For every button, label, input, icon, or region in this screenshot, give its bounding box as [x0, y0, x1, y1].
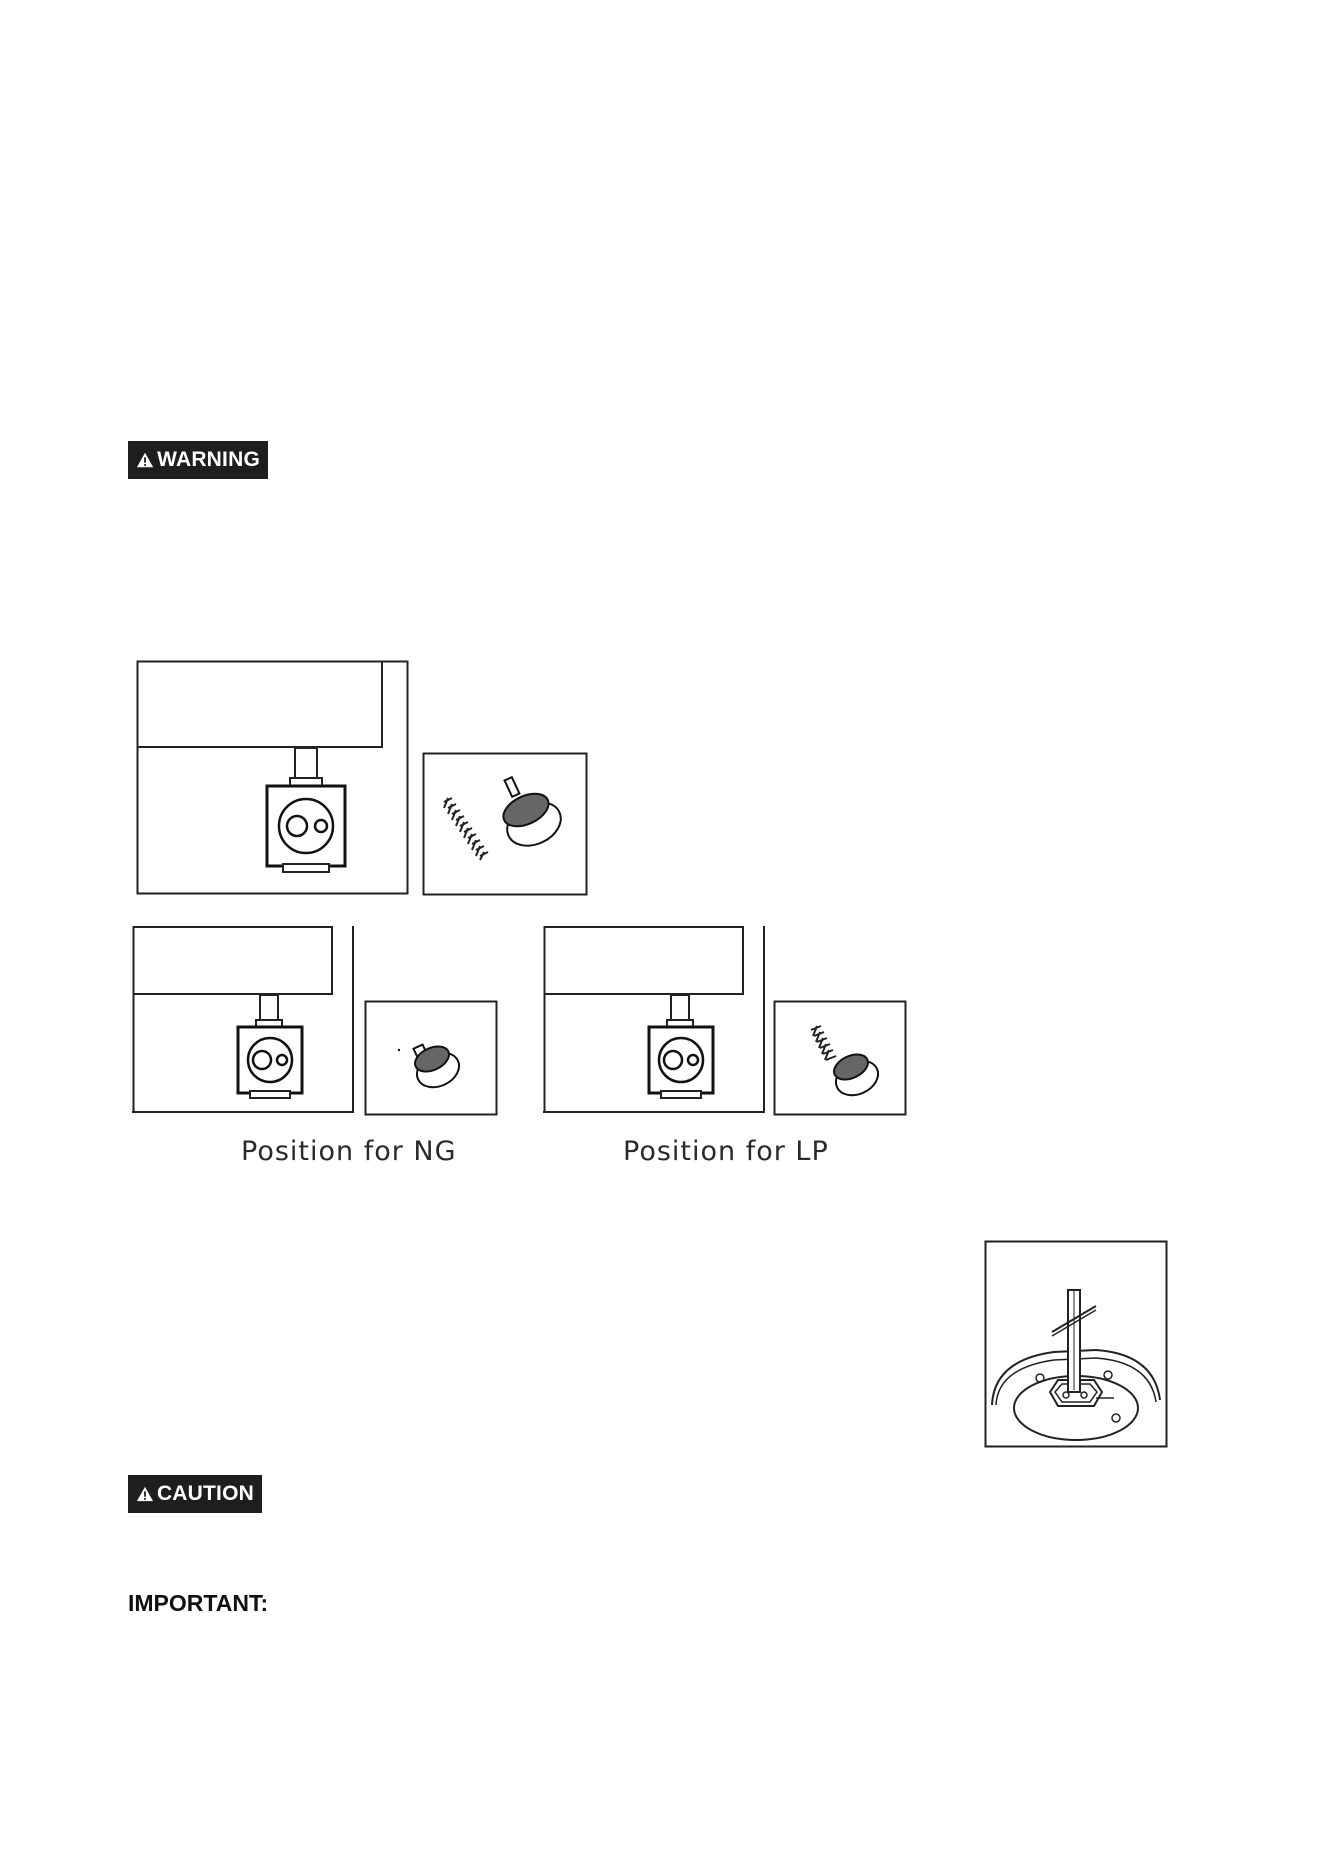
important-heading: IMPORTANT:	[128, 1590, 269, 1616]
caption-lp: Position for LP	[623, 1136, 829, 1167]
valve-figure-lp	[543, 926, 767, 1116]
spring-screw-parts-top	[422, 752, 588, 896]
warning-label: WARNING	[157, 448, 260, 471]
spring-screw-parts-lp	[773, 1000, 907, 1116]
warning-triangle-icon	[136, 1484, 154, 1504]
caption-ng: Position for NG	[241, 1136, 457, 1167]
caution-badge	[128, 1475, 262, 1513]
warning-badge	[128, 441, 268, 479]
caution-label: CAUTION	[156, 1482, 254, 1505]
warning-triangle-icon	[136, 450, 154, 470]
valve-figure-ng	[132, 926, 356, 1116]
burner-figure	[984, 1240, 1168, 1448]
screw-parts-ng	[364, 1000, 498, 1116]
valve-figure-top	[136, 660, 410, 896]
